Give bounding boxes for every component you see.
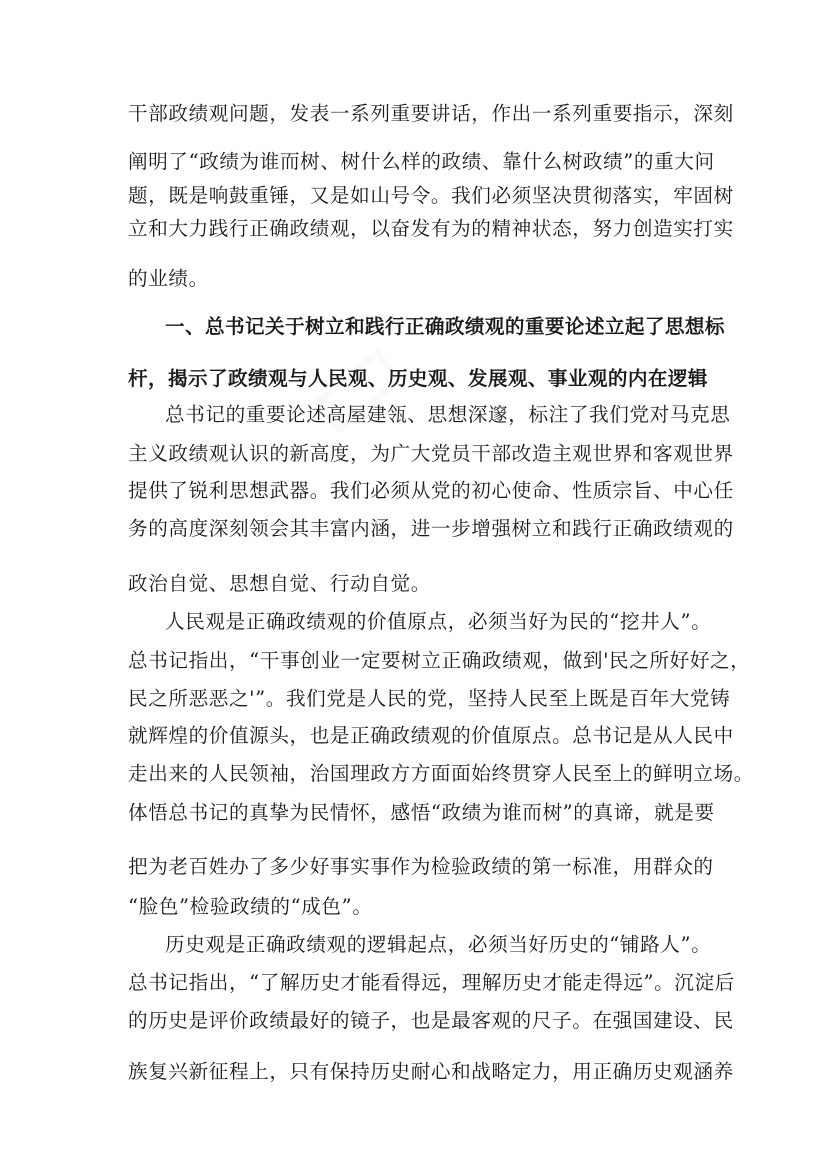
paragraph-line: “脸色”检验政绩的“成色”。	[128, 895, 373, 918]
watermark: ▭	[271, 301, 433, 467]
paragraph-line: 人民观是正确政绩观的价值原点，必须当好为民的“挖井人”。	[165, 610, 712, 633]
paragraph-line: 立和大力践行正确政绩观，以奋发有为的精神状态，努力创造实打实	[128, 217, 734, 240]
paragraph-line: 题，既是响鼓重锤，又是如山号令。我们必须坚决贯彻落实，牢固树	[128, 184, 734, 207]
paragraph-line: 把为老百姓办了多少好事实事作为检验政绩的第一标准，用群众的	[128, 855, 714, 878]
paragraph-line: 政治自觉、思想自觉、行动自觉。	[128, 572, 431, 595]
paragraph-line: 族复兴新征程上，只有保持历史耐心和战略定力，用正确历史观涵养	[128, 1060, 734, 1083]
paragraph-line: 总书记指出，“干事创业一定要树立正确政绩观，做到'民之所好好之，	[128, 649, 751, 672]
paragraph-line: 总书记的重要论述高屋建瓴、思想深邃，标注了我们党对马克思	[165, 403, 731, 426]
paragraph-line: 的历史是评价政绩最好的镜子，也是最客观的尺子。在强国建设、民	[128, 1009, 734, 1032]
section-heading-line: 一、总书记关于树立和践行正确政绩观的重要论述立起了思想标	[165, 315, 725, 338]
paragraph-line: 提供了锐利思想武器。我们必须从党的初心使命、性质宗旨、中心任	[128, 479, 734, 502]
paragraph-line: 就辉煌的价值源头，也是正确政绩观的价值原点。总书记是从人民中	[128, 724, 734, 747]
paragraph-line: 主义政绩观认识的新高度，为广大党员干部改造主观世界和客观世界	[128, 442, 734, 465]
paragraph-line: 干部政绩观问题，发表一系列重要讲话，作出一系列重要指示，深刻	[128, 102, 734, 125]
section-heading-line: 杆，揭示了政绩观与人民观、历史观、发展观、事业观的内在逻辑	[128, 367, 708, 390]
paragraph-line: 历史观是正确政绩观的逻辑起点，必须当好历史的“铺路人”。	[165, 933, 712, 956]
paragraph-line: 总书记指出，“了解历史才能看得远，理解历史才能走得远”。沉淀后	[128, 971, 735, 994]
paragraph-line: 的业绩。	[128, 267, 209, 290]
paragraph-line: 务的高度深刻领会其丰富内涵，进一步增强树立和践行正确政绩观的	[128, 517, 734, 540]
paragraph-line: 民之所恶恶之'”。我们党是人民的党，坚持人民至上既是百年大党铸	[128, 687, 731, 710]
paragraph-line: 走出来的人民领袖，治国理政方方面面始终贯穿人民至上的鲜明立场。	[128, 762, 755, 785]
paragraph-line: 体悟总书记的真挚为民情怀，感悟“政绩为谁而树”的真谛，就是要	[128, 801, 715, 824]
paragraph-line: 阐明了“政绩为谁而树、树什么样的政绩、靠什么树政绩”的重大问	[128, 150, 715, 173]
